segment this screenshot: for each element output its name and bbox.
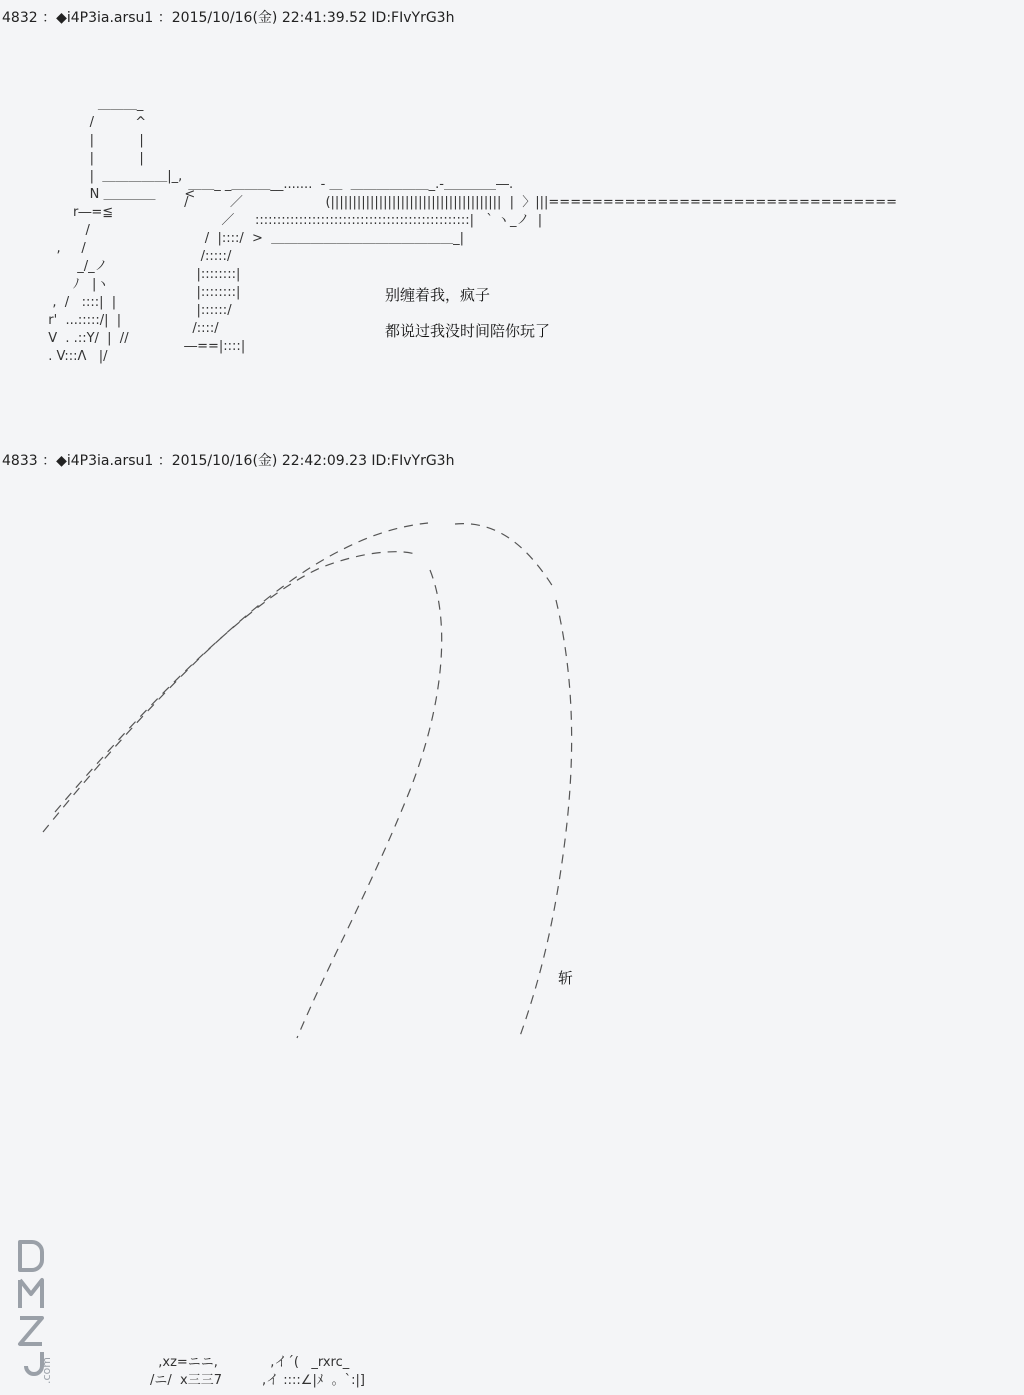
slash-stroke-inner — [55, 552, 418, 812]
watermark-domain-text: .com — [40, 1357, 53, 1384]
ascii-art-bottom-left: ,xz=ニニ, /ニ/ x三三7 — [150, 1355, 222, 1388]
ascii-art-gunner: ＿＿＿_ / ^ | | | | | ＿＿＿＿＿|_, N ＿＿＿＿ < r―=≦ / , / _/_ノ ﾉ |ヽ , / ::::| | r' ...:::::/| | V . .::Y/ | // . V:::Λ |/ — [48, 97, 196, 364]
ascii-art-bottom-right: ,イ´( _rxrc_ ,イ ::::∠|ﾒ 。`:|] — [262, 1355, 365, 1388]
post-header-4833: 4833 ：◆i4P3ia.arsu1 ：2015/10/16(金) 22:42:09.23 ID:FIvYrG3h — [2, 453, 455, 469]
post-header-4832: 4832 ：◆i4P3ia.arsu1 ：2015/10/16(金) 22:41:39.52 ID:FIvYrG3h — [2, 10, 455, 26]
slash-stroke-top — [455, 524, 555, 590]
slash-stroke-outer — [43, 523, 428, 832]
site-watermark-logo — [12, 1236, 56, 1386]
dialogue-line-1: 别缠着我，疯子 — [385, 286, 491, 304]
dialogue-slash: 斩 — [558, 969, 574, 987]
ascii-art-gun: ＿＿_ _＿＿＿__....... - ＿ ＿＿＿＿＿＿_.-＿＿＿＿―. / ／ (||||||||||||||||||||||||||||||||||||||| | 〉|||================================ ／ :::::::::::::::::::::::::::::::::::::::::::::::::| ` ヽ_ノ | / |::::/ > ＿＿＿＿＿＿＿＿＿＿＿＿＿＿_| /:::::/ |::::::::| |::::::::| |::::::/ /::::/ ―==|::::| — [184, 177, 897, 354]
dialogue-line-2: 都说过我没时间陪你玩了 — [385, 322, 551, 340]
slash-stroke-left-arc — [297, 570, 442, 1038]
